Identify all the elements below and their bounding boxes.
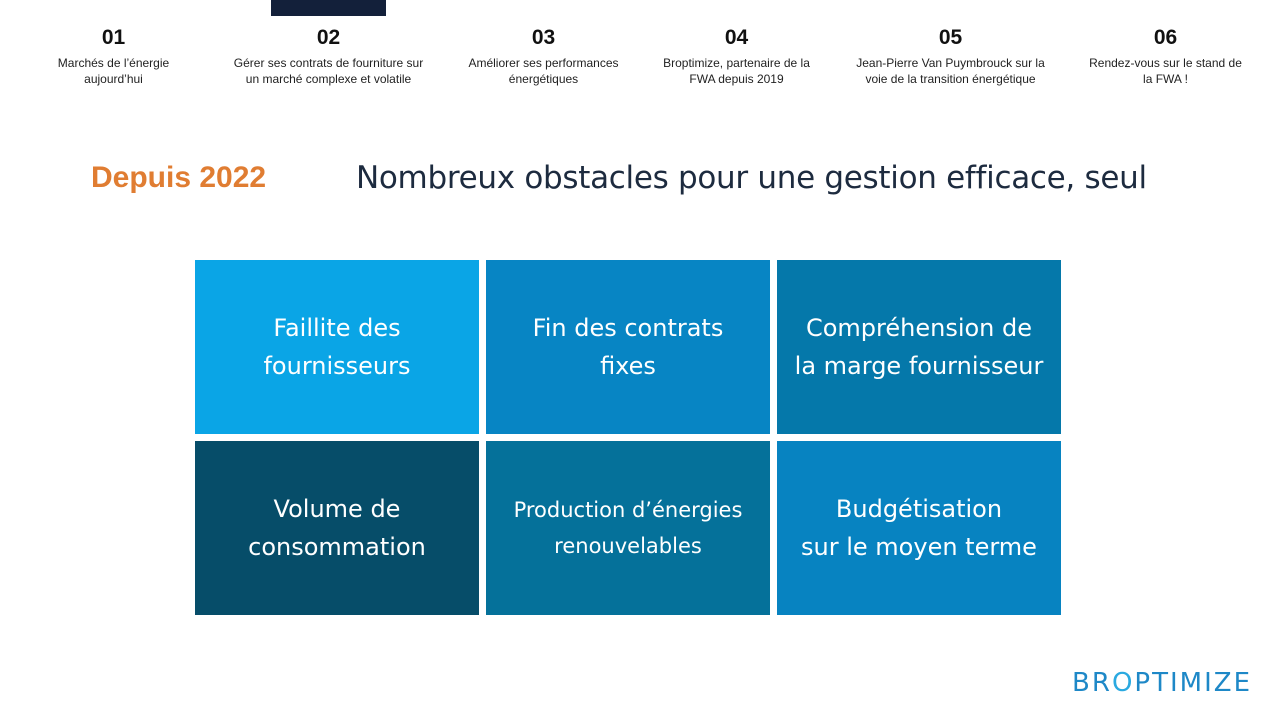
tile-label: Production d’énergies renouvelables — [513, 498, 743, 558]
heading-year: Depuis 2022 — [91, 161, 267, 194]
tile-label: Volume de consommation — [248, 495, 426, 561]
nav-label: Jean-Pierre Van Puymbrouck sur la voie de la transition énergétique — [856, 56, 1045, 86]
tile-budgetisation — [777, 441, 1061, 615]
tile-comprehension-marge — [777, 260, 1061, 434]
tile-faillite — [195, 260, 479, 434]
tile-label: Budgétisation sur le moyen terme — [801, 495, 1037, 561]
nav-label: Améliorer ses performances énergétiques — [468, 56, 619, 86]
nav-label: Broptimize, partenaire de la FWA depuis 2019 — [663, 56, 810, 86]
heading-title: Nombreux obstacles pour une gestion efficace, seul — [356, 160, 1147, 196]
nav-item-05[interactable] — [843, 26, 1058, 87]
nav-label: Marchés de l’énergie aujourd’hui — [57, 56, 170, 86]
tile-production-energies — [486, 441, 770, 615]
nav-number: 01 — [101, 26, 126, 49]
nav-item-06[interactable] — [1058, 26, 1273, 87]
nav-number: 06 — [1153, 26, 1178, 49]
active-section-marker — [271, 0, 386, 16]
nav-item-02[interactable] — [221, 26, 436, 87]
logo-text-end: PTIMIZE — [1134, 668, 1252, 698]
nav-label: Rendez-vous sur le stand de la FWA ! — [1089, 56, 1242, 86]
tile-label: Faillite des fournisseurs — [263, 314, 411, 380]
tile-volume-consommation — [195, 441, 479, 615]
logo-text-start: BR — [1072, 668, 1112, 698]
nav-number: 04 — [724, 26, 749, 49]
nav-number: 03 — [531, 26, 556, 49]
nav-number: 05 — [938, 26, 963, 49]
tile-label: Compréhension de la marge fournisseur — [794, 314, 1044, 380]
logo-text-accent: O — [1111, 668, 1135, 698]
nav-label: Gérer ses contrats de fourniture sur un marché complexe et volatile — [233, 56, 424, 86]
broptimize-logo — [1072, 668, 1252, 698]
nav-number: 02 — [316, 26, 341, 49]
tile-fin-contrats — [486, 260, 770, 434]
nav-item-03[interactable] — [436, 26, 651, 87]
tile-label: Fin des contrats fixes — [532, 314, 724, 380]
nav-item-01[interactable] — [6, 26, 221, 87]
nav-item-04[interactable] — [629, 26, 844, 87]
